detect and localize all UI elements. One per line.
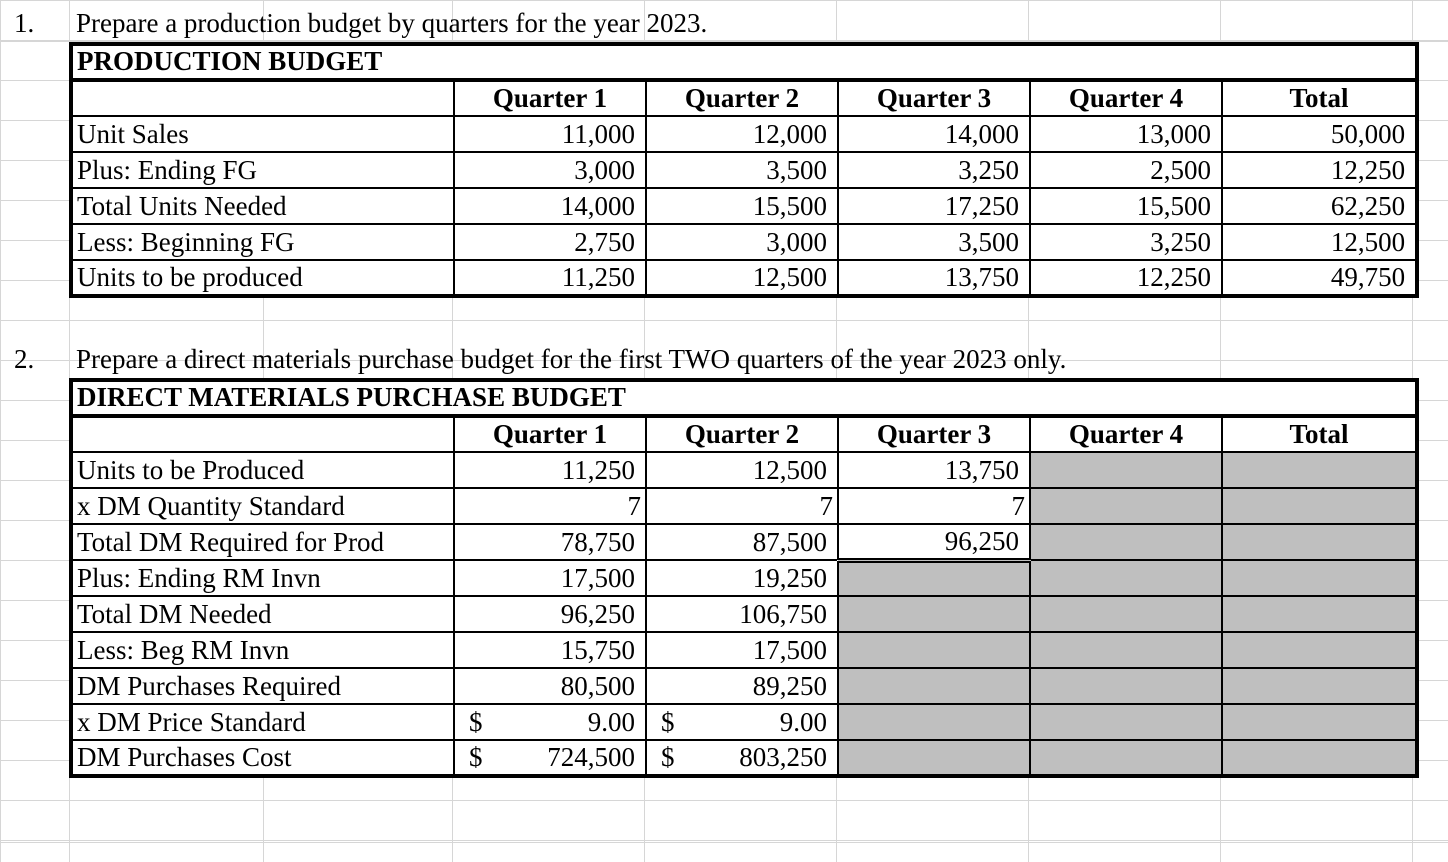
row-label[interactable]: Units to be Produced xyxy=(71,452,454,488)
cell-value[interactable]: 13,750 xyxy=(838,260,1030,296)
table-header-row xyxy=(71,416,1417,452)
cell-value[interactable]: 2,500 xyxy=(1030,152,1222,188)
row-label[interactable]: Total DM Required for Prod xyxy=(71,524,454,560)
question-1-number: 1. xyxy=(14,8,35,38)
cell-value[interactable]: 3,000 xyxy=(646,224,838,260)
header-total[interactable]: Total xyxy=(1222,80,1417,116)
cell-value[interactable]: 50,000 xyxy=(1222,116,1417,152)
row-label[interactable]: Unit Sales xyxy=(71,116,454,152)
table-row xyxy=(71,488,1417,524)
row-label[interactable]: DM Purchases Cost xyxy=(71,740,454,776)
cell-value[interactable]: 13,750 xyxy=(838,452,1030,488)
table-row xyxy=(71,632,1417,668)
header-total[interactable]: Total xyxy=(1222,416,1417,452)
table-title-row xyxy=(71,44,1417,80)
greyed-cell[interactable] xyxy=(1222,452,1417,488)
header-quarter-1[interactable]: Quarter 1 xyxy=(454,416,646,452)
row-label[interactable]: Plus: Ending RM Invn xyxy=(71,560,454,596)
cell-value[interactable]: 12,000 xyxy=(646,116,838,152)
cell-value[interactable]: 87,500 xyxy=(646,524,838,560)
greyed-cell[interactable] xyxy=(1030,704,1222,740)
table-row xyxy=(71,260,1417,296)
header-cell[interactable] xyxy=(71,80,454,116)
table-row xyxy=(71,560,1417,596)
cell-value[interactable]: 14,000 xyxy=(454,188,646,224)
cell-value[interactable]: 7 xyxy=(838,488,1030,524)
cell-value[interactable]: 12,250 xyxy=(1030,260,1222,296)
dm-budget-title[interactable]: DIRECT MATERIALS PURCHASE BUDGET xyxy=(71,380,1417,416)
greyed-cell[interactable] xyxy=(1222,704,1417,740)
greyed-cell[interactable] xyxy=(1030,632,1222,668)
table-row xyxy=(71,740,1417,776)
header-quarter-4[interactable]: Quarter 4 xyxy=(1030,80,1222,116)
cell-value[interactable]: 15,500 xyxy=(1030,188,1222,224)
row-label[interactable]: Total DM Needed xyxy=(71,596,454,632)
cell-value[interactable]: 3,250 xyxy=(1030,224,1222,260)
cell-value[interactable]: 11,250 xyxy=(454,260,646,296)
greyed-cell[interactable] xyxy=(838,740,1030,776)
greyed-cell[interactable] xyxy=(1222,524,1417,560)
production-budget-title[interactable]: PRODUCTION BUDGET xyxy=(71,44,1417,80)
table-row xyxy=(71,524,1417,560)
row-label[interactable]: Plus: Ending FG xyxy=(71,152,454,188)
header-quarter-2[interactable]: Quarter 2 xyxy=(646,80,838,116)
row-label[interactable]: Total Units Needed xyxy=(71,188,454,224)
row-gridline xyxy=(0,842,1448,843)
header-quarter-1[interactable]: Quarter 1 xyxy=(454,80,646,116)
cell-value[interactable]: 11,000 xyxy=(454,116,646,152)
question-1-prompt: Prepare a production budget by quarters for the year 2023. xyxy=(76,8,708,38)
cell-value[interactable]: 19,250 xyxy=(646,560,838,596)
greyed-cell[interactable] xyxy=(1030,740,1222,776)
cell-value[interactable]: 17,500 xyxy=(646,632,838,668)
currency-symbol: $ xyxy=(661,707,675,737)
cell-value[interactable]: 12,250 xyxy=(1222,152,1417,188)
greyed-cell[interactable] xyxy=(838,668,1030,704)
cell-value[interactable]: 17,500 xyxy=(454,560,646,596)
cell-value[interactable]: 49,750 xyxy=(1222,260,1417,296)
greyed-cell[interactable] xyxy=(838,596,1030,632)
cell-value[interactable]: 80,500 xyxy=(454,668,646,704)
row-label[interactable]: x DM Price Standard xyxy=(71,704,454,740)
table-row xyxy=(71,116,1417,152)
cell-value[interactable]: 13,000 xyxy=(1030,116,1222,152)
cell-value[interactable]: 12,500 xyxy=(1222,224,1417,260)
cell-value: 9.00 xyxy=(587,707,635,737)
currency-cell[interactable] xyxy=(646,704,838,740)
cell-value[interactable]: 12,500 xyxy=(646,452,838,488)
row-label[interactable]: x DM Quantity Standard xyxy=(71,488,454,524)
greyed-cell[interactable] xyxy=(1222,560,1417,596)
greyed-cell[interactable] xyxy=(1030,488,1222,524)
greyed-cell[interactable] xyxy=(1222,740,1417,776)
row-label[interactable]: DM Purchases Required xyxy=(71,668,454,704)
greyed-cell[interactable] xyxy=(1030,668,1222,704)
cell-value[interactable]: 11,250 xyxy=(454,452,646,488)
question-2-number: 2. xyxy=(14,344,35,374)
table-row xyxy=(71,452,1417,488)
table-row xyxy=(71,224,1417,260)
header-quarter-4[interactable]: Quarter 4 xyxy=(1030,416,1222,452)
currency-symbol: $ xyxy=(661,742,675,772)
cell-value[interactable]: 96,250 xyxy=(838,524,1030,560)
table-row xyxy=(71,704,1417,740)
table-row xyxy=(71,188,1417,224)
greyed-cell[interactable] xyxy=(1222,596,1417,632)
cell-value[interactable]: 15,750 xyxy=(454,632,646,668)
cell-value: 803,250 xyxy=(739,742,827,772)
greyed-cell[interactable] xyxy=(838,560,1030,596)
table-row xyxy=(71,152,1417,188)
question-2-prompt: Prepare a direct materials purchase budget for the first TWO quarters of the year 2023 only. xyxy=(76,344,1067,374)
currency-cell[interactable] xyxy=(454,704,646,740)
header-quarter-2[interactable]: Quarter 2 xyxy=(646,416,838,452)
cell-value: 724,500 xyxy=(547,742,635,772)
greyed-cell[interactable] xyxy=(1030,596,1222,632)
header-cell[interactable] xyxy=(71,416,454,452)
greyed-cell[interactable] xyxy=(1030,560,1222,596)
cell-value: 9.00 xyxy=(779,707,827,737)
row-label[interactable]: Less: Beginning FG xyxy=(71,224,454,260)
table-header-row xyxy=(71,80,1417,116)
cell-value[interactable]: 2,750 xyxy=(454,224,646,260)
cell-value[interactable]: 89,250 xyxy=(646,668,838,704)
cell-value[interactable]: 12,500 xyxy=(646,260,838,296)
cell-value[interactable]: 3,000 xyxy=(454,152,646,188)
currency-symbol: $ xyxy=(469,707,483,737)
cell-value[interactable]: 7 xyxy=(646,488,838,524)
greyed-cell[interactable] xyxy=(1222,668,1417,704)
cell-value[interactable]: 3,250 xyxy=(838,152,1030,188)
currency-cell[interactable] xyxy=(454,740,646,776)
greyed-cell[interactable] xyxy=(838,704,1030,740)
greyed-cell[interactable] xyxy=(1222,632,1417,668)
greyed-cell[interactable] xyxy=(1030,452,1222,488)
greyed-cell[interactable] xyxy=(838,632,1030,668)
row-label[interactable]: Units to be produced xyxy=(71,260,454,296)
table-title-row xyxy=(71,380,1417,416)
cell-value[interactable]: 78,750 xyxy=(454,524,646,560)
currency-symbol: $ xyxy=(469,742,483,772)
cell-value[interactable]: 62,250 xyxy=(1222,188,1417,224)
row-label[interactable]: Less: Beg RM Invn xyxy=(71,632,454,668)
cell-value[interactable]: 3,500 xyxy=(838,224,1030,260)
greyed-cell[interactable] xyxy=(1222,488,1417,524)
column-gridline xyxy=(0,0,1,862)
currency-cell[interactable] xyxy=(646,740,838,776)
cell-value[interactable]: 17,250 xyxy=(838,188,1030,224)
cell-value[interactable]: 15,500 xyxy=(646,188,838,224)
dm-purchase-budget-table xyxy=(69,378,1419,778)
table-row xyxy=(71,668,1417,704)
cell-value[interactable]: 7 xyxy=(454,488,646,524)
header-quarter-3[interactable]: Quarter 3 xyxy=(838,80,1030,116)
cell-value[interactable]: 106,750 xyxy=(646,596,838,632)
production-budget-table xyxy=(69,42,1419,298)
cell-value[interactable]: 3,500 xyxy=(646,152,838,188)
greyed-cell[interactable] xyxy=(1030,524,1222,560)
row-gridline xyxy=(0,0,1448,1)
cell-value[interactable]: 14,000 xyxy=(838,116,1030,152)
table-row xyxy=(71,596,1417,632)
header-quarter-3[interactable]: Quarter 3 xyxy=(838,416,1030,452)
cell-value[interactable]: 96,250 xyxy=(454,596,646,632)
